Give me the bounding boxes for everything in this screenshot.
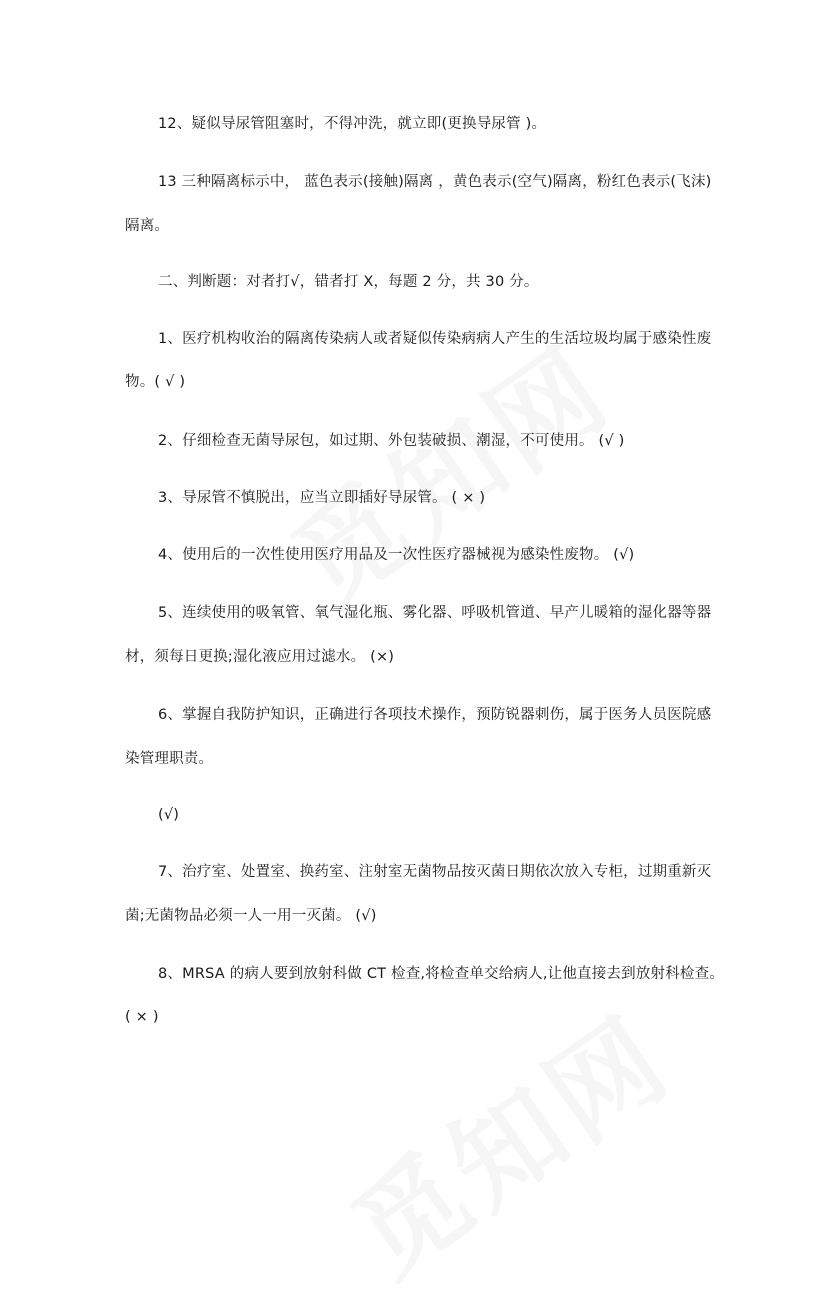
judgment-1-line-1: 1、医疗机构收治的隔离传染病人或者疑似传染病病人产生的生活垃圾均属于感染性废 [158, 331, 712, 347]
section-2-heading: 二、判断题：对者打√，错者打 X，每题 2 分，共 30 分。 [158, 274, 539, 290]
judgment-7-line-1: 7、治疗室、处置室、换药室、注射室无菌物品按灭菌日期依次放入专柜，过期重新灭 [158, 864, 712, 880]
judgment-4: 4、使用后的一次性使用医疗用品及一次性医疗器械视为感染性废物。 (√) [158, 547, 635, 563]
judgment-6-line-2: 染管理职责。 [125, 751, 214, 767]
judgment-6-line-3: (√) [158, 807, 180, 823]
judgment-5-line-2: 材，须每日更换;湿化液应用过滤水。 (×) [125, 649, 395, 665]
question-13-line-1: 13 三种隔离标示中， 蓝色表示(接触)隔离 ，黄色表示(空气)隔离，粉红色表示(飞沫) [158, 174, 712, 190]
watermark-bottom [317, 973, 698, 1305]
question-12: 12、疑似导尿管阻塞时，不得冲洗，就立即(更换导尿管 )。 [158, 116, 547, 132]
judgment-8-line-1: 8、MRSA 的病人要到放射科做 CT 检查,将检查单交给病人,让他直接去到放射科检查。 [158, 966, 725, 982]
judgment-8-line-2: ( × ) [125, 1009, 159, 1025]
judgment-2: 2、仔细检查无菌导尿包，如过期、外包装破损、潮湿，不可使用。 (√ ) [158, 433, 625, 449]
judgment-6-line-1: 6、掌握自我防护知识，正确进行各项技术操作，预防锐器刺伤，属于医务人员医院感 [158, 707, 712, 723]
watermark [257, 303, 638, 635]
judgment-1-line-2: 物。( √ ) [125, 374, 186, 390]
judgment-7-line-2: 菌;无菌物品必须一人一用一灭菌。 (√) [125, 908, 377, 924]
judgment-3: 3、导尿管不慎脱出，应当立即插好导尿管。 ( × ) [158, 490, 486, 506]
question-13-line-2: 隔离。 [125, 218, 170, 234]
judgment-5-line-1: 5、连续使用的吸氧管、氧气湿化瓶、雾化器、呼吸机管道、早产儿暖箱的湿化器等器 [158, 605, 712, 621]
